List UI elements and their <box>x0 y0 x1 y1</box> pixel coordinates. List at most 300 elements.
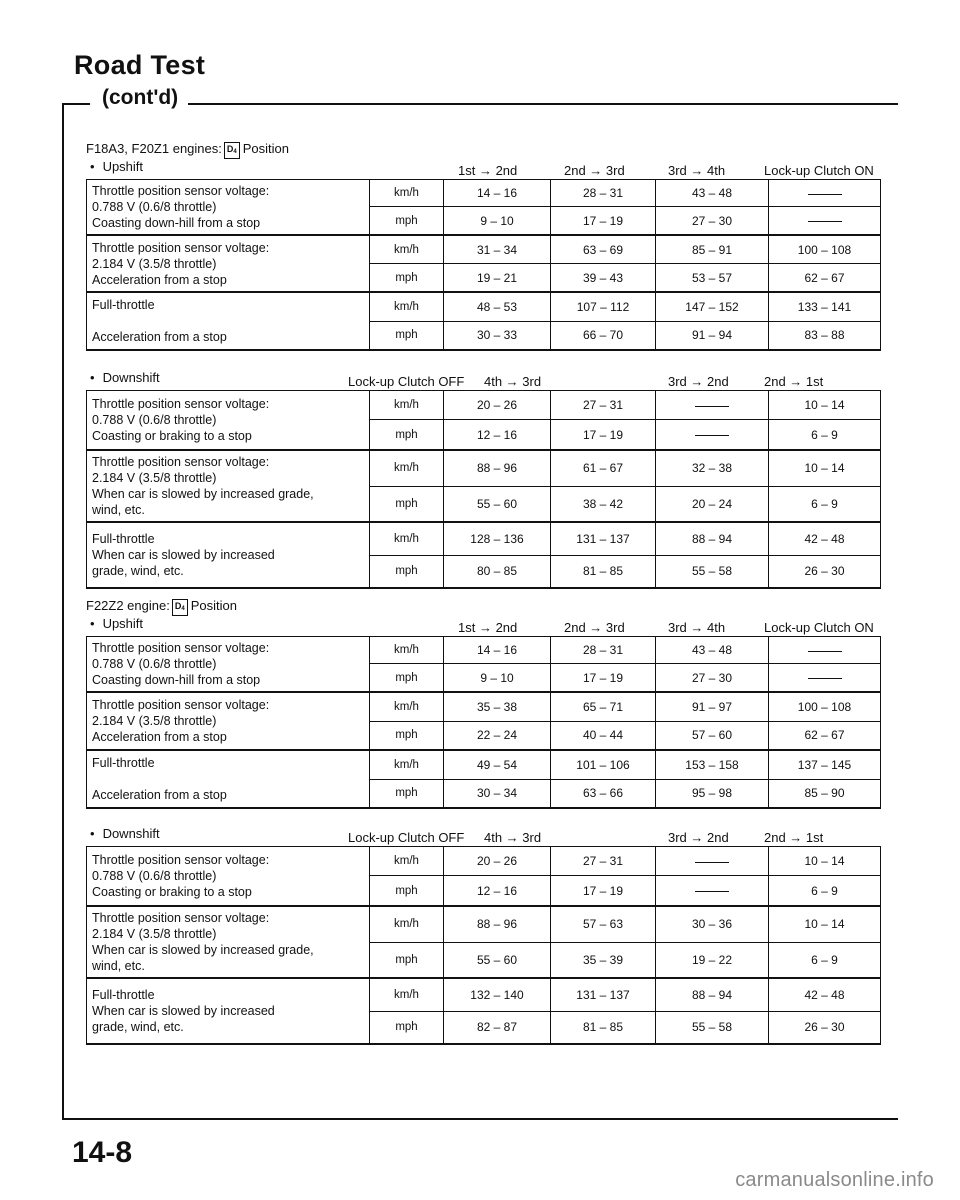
speed-range: 17 – 19 <box>582 213 624 228</box>
speed-range: 55 – 58 <box>691 1020 733 1035</box>
speed-value-kmh <box>444 450 551 486</box>
speed-value-kmh <box>769 692 881 721</box>
speed-value-kmh <box>444 391 551 420</box>
speed-range: 107 – 112 <box>576 299 630 314</box>
condition-line: Coasting down-hill from a stop <box>92 216 261 230</box>
speed-value-mph <box>444 486 551 522</box>
speed-range: 83 – 88 <box>804 328 845 343</box>
speed-range: 28 – 31 <box>582 643 624 658</box>
speed-value-mph <box>656 264 769 293</box>
condition-line: Full-throttle <box>92 988 155 1002</box>
speed-range: 88 – 94 <box>691 987 733 1002</box>
speed-range: 131 – 137 <box>576 531 630 546</box>
condition-line: Coasting down-hill from a stop <box>92 673 261 687</box>
speed-range: 81 – 85 <box>582 1020 624 1035</box>
bullet-icon: • <box>90 616 95 631</box>
speed-range: 91 – 94 <box>691 328 733 343</box>
speed-range: 19 – 21 <box>476 270 518 285</box>
column-header: 4th → 3rd <box>484 374 542 389</box>
speed-value-mph <box>551 664 656 692</box>
speed-value-mph <box>769 321 881 350</box>
condition-line: Throttle position sensor voltage: <box>92 184 270 198</box>
condition-line: 2.184 V (3.5/8 throttle) <box>92 927 217 941</box>
speed-value-kmh <box>551 906 656 942</box>
unit-mph: mph <box>370 721 444 750</box>
speed-range: 19 – 22 <box>691 952 733 967</box>
table-row-kmh <box>87 978 881 1011</box>
unit-kmh: km/h <box>370 906 444 942</box>
shift-mode-label <box>90 159 143 174</box>
table-row-kmh <box>87 391 881 420</box>
not-applicable-dash <box>808 651 842 652</box>
speed-range: 128 – 136 <box>470 531 524 546</box>
unit-kmh: km/h <box>370 450 444 486</box>
unit-mph: mph <box>370 876 444 906</box>
column-header: Lock-up Clutch OFF <box>348 830 465 845</box>
speed-range: 43 – 48 <box>691 186 733 201</box>
unit-mph: mph <box>370 779 444 808</box>
shift-speed-table <box>86 390 881 589</box>
page-number: 14-8 <box>72 1136 133 1169</box>
speed-range: 49 – 54 <box>476 757 518 772</box>
speed-value-kmh <box>444 637 551 664</box>
speed-value-kmh <box>551 750 656 779</box>
condition-line: wind, etc. <box>92 959 145 973</box>
column-header: 2nd → 3rd <box>564 163 625 178</box>
condition-line: Acceleration from a stop <box>92 272 227 287</box>
condition-description <box>87 450 370 522</box>
not-applicable-dash <box>808 194 842 195</box>
speed-range: 131 – 137 <box>576 987 630 1002</box>
footer-rule <box>62 1118 898 1120</box>
speed-range: 9 – 10 <box>480 213 514 228</box>
condition-description <box>87 522 370 588</box>
unit-kmh: km/h <box>370 692 444 721</box>
speed-value-kmh <box>769 847 881 876</box>
d4-position-icon: $D_4$ <box>172 599 188 616</box>
condition-line: Throttle position sensor voltage: <box>92 455 270 469</box>
speed-range: 26 – 30 <box>804 1020 845 1035</box>
condition-line: When car is slowed by increased <box>92 1004 275 1018</box>
speed-range: 6 – 9 <box>811 952 838 967</box>
speed-range: 17 – 19 <box>582 670 624 685</box>
speed-range: 10 – 14 <box>804 461 845 476</box>
condition-line: When car is slowed by increased grade, <box>92 943 314 957</box>
speed-range: 43 – 48 <box>691 643 733 658</box>
speed-value-kmh <box>769 522 881 555</box>
speed-range: 10 – 14 <box>804 854 845 869</box>
speed-value-kmh <box>656 292 769 321</box>
column-header: 2nd → 3rd <box>564 620 625 635</box>
speed-range: 57 – 63 <box>582 917 624 932</box>
speed-range: 26 – 30 <box>804 564 845 579</box>
unit-kmh: km/h <box>370 292 444 321</box>
speed-range: 65 – 71 <box>582 699 624 714</box>
speed-value-mph <box>444 942 551 978</box>
condition-line: 2.184 V (3.5/8 throttle) <box>92 714 217 728</box>
speed-value-kmh <box>551 847 656 876</box>
speed-value-mph <box>551 1011 656 1044</box>
speed-value-mph <box>656 486 769 522</box>
speed-value-mph <box>444 420 551 450</box>
speed-value-mph <box>769 486 881 522</box>
speed-value-mph <box>656 207 769 235</box>
speed-value-mph <box>656 321 769 350</box>
speed-value-kmh <box>656 450 769 486</box>
f22z2-downshift-section <box>86 824 880 1045</box>
condition-line: When car is slowed by increased <box>92 548 275 562</box>
not-applicable-dash <box>695 891 729 892</box>
speed-range: 39 – 43 <box>582 270 624 285</box>
condition-line: Throttle position sensor voltage: <box>92 240 270 255</box>
f18a3-downshift-section <box>86 368 880 589</box>
unit-kmh: km/h <box>370 750 444 779</box>
unit-kmh: km/h <box>370 978 444 1011</box>
engine-caption <box>86 598 880 614</box>
speed-range: 63 – 69 <box>582 242 624 257</box>
speed-range: 27 – 31 <box>582 854 624 869</box>
speed-value-kmh <box>444 522 551 555</box>
shift-mode-text: Upshift <box>102 159 144 174</box>
condition-description <box>87 906 370 978</box>
watermark: carmanualsonline.info <box>735 1169 934 1191</box>
column-header: 2nd → 1st <box>764 374 824 389</box>
condition-description <box>87 292 370 350</box>
page-title: Road Test <box>74 50 206 80</box>
speed-range: 6 – 9 <box>811 883 838 898</box>
speed-value-kmh <box>551 978 656 1011</box>
speed-range: 132 – 140 <box>470 987 524 1002</box>
bullet-icon: • <box>90 826 95 841</box>
speed-range: 82 – 87 <box>476 1020 518 1035</box>
header-rule-tick <box>62 103 90 105</box>
speed-range: 62 – 67 <box>804 270 845 285</box>
speed-range: 66 – 70 <box>582 328 624 343</box>
engine-models: F18A3, F20Z1 engines: <box>86 141 222 156</box>
speed-range: 30 – 33 <box>476 328 518 343</box>
condition-line: Throttle position sensor voltage: <box>92 911 270 925</box>
speed-range: 57 – 60 <box>691 728 733 743</box>
condition-line: Throttle position sensor voltage: <box>92 853 270 867</box>
not-applicable-dash <box>695 862 729 863</box>
speed-value-mph <box>769 942 881 978</box>
speed-value-kmh <box>656 978 769 1011</box>
table-row-kmh <box>87 235 881 264</box>
speed-value-mph <box>551 942 656 978</box>
speed-value-mph <box>444 321 551 350</box>
d4-position-icon: $D_4$ <box>224 142 240 159</box>
speed-value-kmh <box>769 978 881 1011</box>
speed-range: 31 – 34 <box>476 242 518 257</box>
speed-value-kmh <box>656 235 769 264</box>
header-rule <box>188 103 898 105</box>
speed-value-kmh <box>551 637 656 664</box>
speed-range: 62 – 67 <box>804 728 845 743</box>
shift-speed-table <box>86 846 881 1045</box>
shift-mode-label <box>90 616 143 631</box>
speed-value-mph <box>656 779 769 808</box>
table-row-kmh <box>87 750 881 779</box>
condition-description <box>87 978 370 1044</box>
speed-range: 30 – 34 <box>476 786 518 801</box>
column-header-row <box>86 824 880 846</box>
unit-mph: mph <box>370 555 444 588</box>
f18a3-upshift-section <box>86 141 880 351</box>
speed-range: 10 – 14 <box>804 917 845 932</box>
table-row-kmh <box>87 847 881 876</box>
speed-value-kmh <box>656 391 769 420</box>
speed-range: 17 – 19 <box>582 427 624 442</box>
condition-line: Full-throttle <box>92 756 155 770</box>
speed-range: 53 – 57 <box>691 270 733 285</box>
speed-value-kmh <box>769 450 881 486</box>
speed-value-kmh <box>769 750 881 779</box>
unit-mph: mph <box>370 321 444 350</box>
speed-range: 95 – 98 <box>691 786 733 801</box>
table-row-kmh <box>87 180 881 207</box>
speed-value-mph <box>444 555 551 588</box>
condition-line: 0.788 V (0.6/8 throttle) <box>92 869 217 883</box>
table-row-kmh <box>87 906 881 942</box>
speed-range: 30 – 36 <box>691 917 733 932</box>
table-row-kmh <box>87 522 881 555</box>
speed-range: 55 – 60 <box>476 496 518 511</box>
shift-mode-text: Downshift <box>102 370 160 385</box>
speed-range: 133 – 141 <box>797 299 852 314</box>
speed-value-mph <box>444 876 551 906</box>
speed-value-mph <box>444 664 551 692</box>
speed-value-mph <box>769 1011 881 1044</box>
left-margin-rule <box>62 103 64 1118</box>
speed-range: 147 – 152 <box>685 299 739 314</box>
unit-kmh: km/h <box>370 391 444 420</box>
condition-line: 2.184 V (3.5/8 throttle) <box>92 471 217 485</box>
speed-value-mph <box>551 486 656 522</box>
speed-range: 55 – 58 <box>691 564 733 579</box>
speed-range: 14 – 16 <box>476 186 518 201</box>
condition-description <box>87 180 370 236</box>
unit-kmh: km/h <box>370 180 444 207</box>
column-header: 4th → 3rd <box>484 830 542 845</box>
speed-range: 20 – 26 <box>476 398 518 413</box>
speed-value-mph <box>656 664 769 692</box>
speed-value-mph <box>551 264 656 293</box>
condition-line: grade, wind, etc. <box>92 1020 184 1034</box>
speed-value-mph <box>656 721 769 750</box>
column-header-row <box>86 368 880 390</box>
column-header: 3rd → 4th <box>668 163 726 178</box>
speed-range: 10 – 14 <box>804 398 845 413</box>
speed-value-kmh <box>444 235 551 264</box>
speed-range: 22 – 24 <box>476 728 518 743</box>
shift-mode-text: Upshift <box>102 616 144 631</box>
speed-range: 137 – 145 <box>797 757 852 772</box>
speed-range: 38 – 42 <box>582 496 624 511</box>
speed-range: 40 – 44 <box>582 728 624 743</box>
speed-value-mph <box>769 876 881 906</box>
not-applicable-dash <box>695 406 729 407</box>
column-header: 1st → 2nd <box>458 620 518 635</box>
speed-value-kmh <box>551 692 656 721</box>
speed-range: 88 – 96 <box>476 917 518 932</box>
condition-line: Coasting or braking to a stop <box>92 429 252 443</box>
column-header: 3rd → 4th <box>668 620 726 635</box>
speed-value-kmh <box>769 292 881 321</box>
shift-mode-label <box>90 826 160 841</box>
speed-value-kmh <box>656 522 769 555</box>
shift-speed-table <box>86 636 881 809</box>
speed-range: 12 – 16 <box>476 883 518 898</box>
column-header-row <box>86 614 880 636</box>
column-header: 1st → 2nd <box>458 163 518 178</box>
speed-value-mph <box>769 555 881 588</box>
position-label: Position <box>242 141 289 156</box>
speed-range: 42 – 48 <box>804 987 845 1002</box>
page-subtitle: (cont'd) <box>102 86 179 109</box>
speed-range: 63 – 66 <box>582 786 624 801</box>
unit-kmh: km/h <box>370 522 444 555</box>
speed-range: 6 – 9 <box>811 427 838 442</box>
column-header: Lock-up Clutch ON <box>764 620 874 635</box>
speed-value-mph <box>444 1011 551 1044</box>
condition-description <box>87 235 370 292</box>
bullet-icon: • <box>90 370 95 385</box>
speed-value-mph <box>769 264 881 293</box>
speed-value-kmh <box>551 450 656 486</box>
condition-line: Throttle position sensor voltage: <box>92 397 270 411</box>
speed-value-mph <box>769 721 881 750</box>
unit-kmh: km/h <box>370 235 444 264</box>
speed-value-mph <box>656 420 769 450</box>
condition-line: Acceleration from a stop <box>92 788 227 802</box>
unit-mph: mph <box>370 420 444 450</box>
speed-range: 27 – 30 <box>691 670 733 685</box>
speed-value-kmh <box>551 391 656 420</box>
speed-value-kmh <box>444 292 551 321</box>
condition-line <box>92 771 364 787</box>
speed-value-mph <box>444 207 551 235</box>
speed-range: 42 – 48 <box>804 531 845 546</box>
unit-kmh: km/h <box>370 847 444 876</box>
speed-value-mph <box>769 779 881 808</box>
bullet-icon: • <box>90 159 95 174</box>
unit-kmh: km/h <box>370 637 444 664</box>
speed-value-mph <box>444 721 551 750</box>
speed-value-mph <box>551 420 656 450</box>
unit-mph: mph <box>370 264 444 293</box>
position-label: Position <box>190 598 237 613</box>
speed-value-mph <box>551 555 656 588</box>
speed-range: 88 – 94 <box>691 531 733 546</box>
speed-range: 12 – 16 <box>476 427 518 442</box>
condition-description <box>87 391 370 451</box>
speed-value-mph <box>656 1011 769 1044</box>
speed-range: 61 – 67 <box>582 461 624 476</box>
speed-range: 28 – 31 <box>582 186 624 201</box>
unit-mph: mph <box>370 207 444 235</box>
speed-range: 27 – 30 <box>691 213 733 228</box>
column-header: 3rd → 2nd <box>668 374 729 389</box>
speed-value-mph <box>769 207 881 235</box>
column-header: 3rd → 2nd <box>668 830 729 845</box>
speed-range: 153 – 158 <box>685 757 739 772</box>
speed-value-mph <box>444 264 551 293</box>
not-applicable-dash <box>695 435 729 436</box>
speed-value-kmh <box>769 180 881 207</box>
speed-value-mph <box>656 555 769 588</box>
speed-value-kmh <box>551 180 656 207</box>
speed-value-mph <box>551 721 656 750</box>
speed-range: 35 – 38 <box>476 699 518 714</box>
table-row-kmh <box>87 692 881 721</box>
not-applicable-dash <box>808 678 842 679</box>
unit-mph: mph <box>370 1011 444 1044</box>
speed-value-mph <box>656 876 769 906</box>
speed-value-mph <box>551 321 656 350</box>
speed-value-kmh <box>769 637 881 664</box>
shift-speed-table <box>86 179 881 351</box>
speed-value-kmh <box>769 391 881 420</box>
condition-line: When car is slowed by increased grade, <box>92 487 314 501</box>
speed-range: 55 – 60 <box>476 952 518 967</box>
condition-line: Coasting or braking to a stop <box>92 885 252 899</box>
speed-range: 27 – 31 <box>582 398 624 413</box>
shift-mode-label <box>90 370 160 385</box>
speed-value-mph <box>551 207 656 235</box>
speed-value-mph <box>551 779 656 808</box>
speed-range: 20 – 24 <box>691 496 733 511</box>
condition-description <box>87 847 370 907</box>
condition-line: 0.788 V (0.6/8 throttle) <box>92 657 217 671</box>
not-applicable-dash <box>808 221 842 222</box>
speed-value-kmh <box>656 906 769 942</box>
speed-range: 85 – 90 <box>804 786 845 801</box>
speed-value-kmh <box>551 522 656 555</box>
speed-range: 35 – 39 <box>582 952 624 967</box>
speed-range: 17 – 19 <box>582 883 624 898</box>
speed-value-kmh <box>656 637 769 664</box>
speed-value-kmh <box>656 692 769 721</box>
speed-value-mph <box>769 664 881 692</box>
speed-value-kmh <box>769 906 881 942</box>
speed-value-kmh <box>656 847 769 876</box>
speed-value-kmh <box>444 750 551 779</box>
speed-value-kmh <box>444 906 551 942</box>
condition-line: Throttle position sensor voltage: <box>92 641 270 655</box>
speed-range: 88 – 96 <box>476 461 518 476</box>
speed-value-mph <box>769 420 881 450</box>
speed-range: 101 – 106 <box>576 757 630 772</box>
condition-line <box>92 313 364 329</box>
speed-range: 9 – 10 <box>480 670 514 685</box>
unit-mph: mph <box>370 664 444 692</box>
condition-description <box>87 692 370 750</box>
table-row-kmh <box>87 637 881 664</box>
condition-line: Acceleration from a stop <box>92 730 227 744</box>
condition-description <box>87 750 370 808</box>
shift-mode-text: Downshift <box>102 826 160 841</box>
speed-value-kmh <box>656 750 769 779</box>
speed-range: 80 – 85 <box>476 564 518 579</box>
speed-range: 48 – 53 <box>476 299 518 314</box>
engine-caption <box>86 141 880 157</box>
speed-range: 100 – 108 <box>797 242 852 257</box>
column-header: Lock-up Clutch OFF <box>348 374 465 389</box>
condition-description <box>87 637 370 693</box>
speed-value-kmh <box>444 692 551 721</box>
unit-mph: mph <box>370 942 444 978</box>
speed-value-mph <box>656 942 769 978</box>
